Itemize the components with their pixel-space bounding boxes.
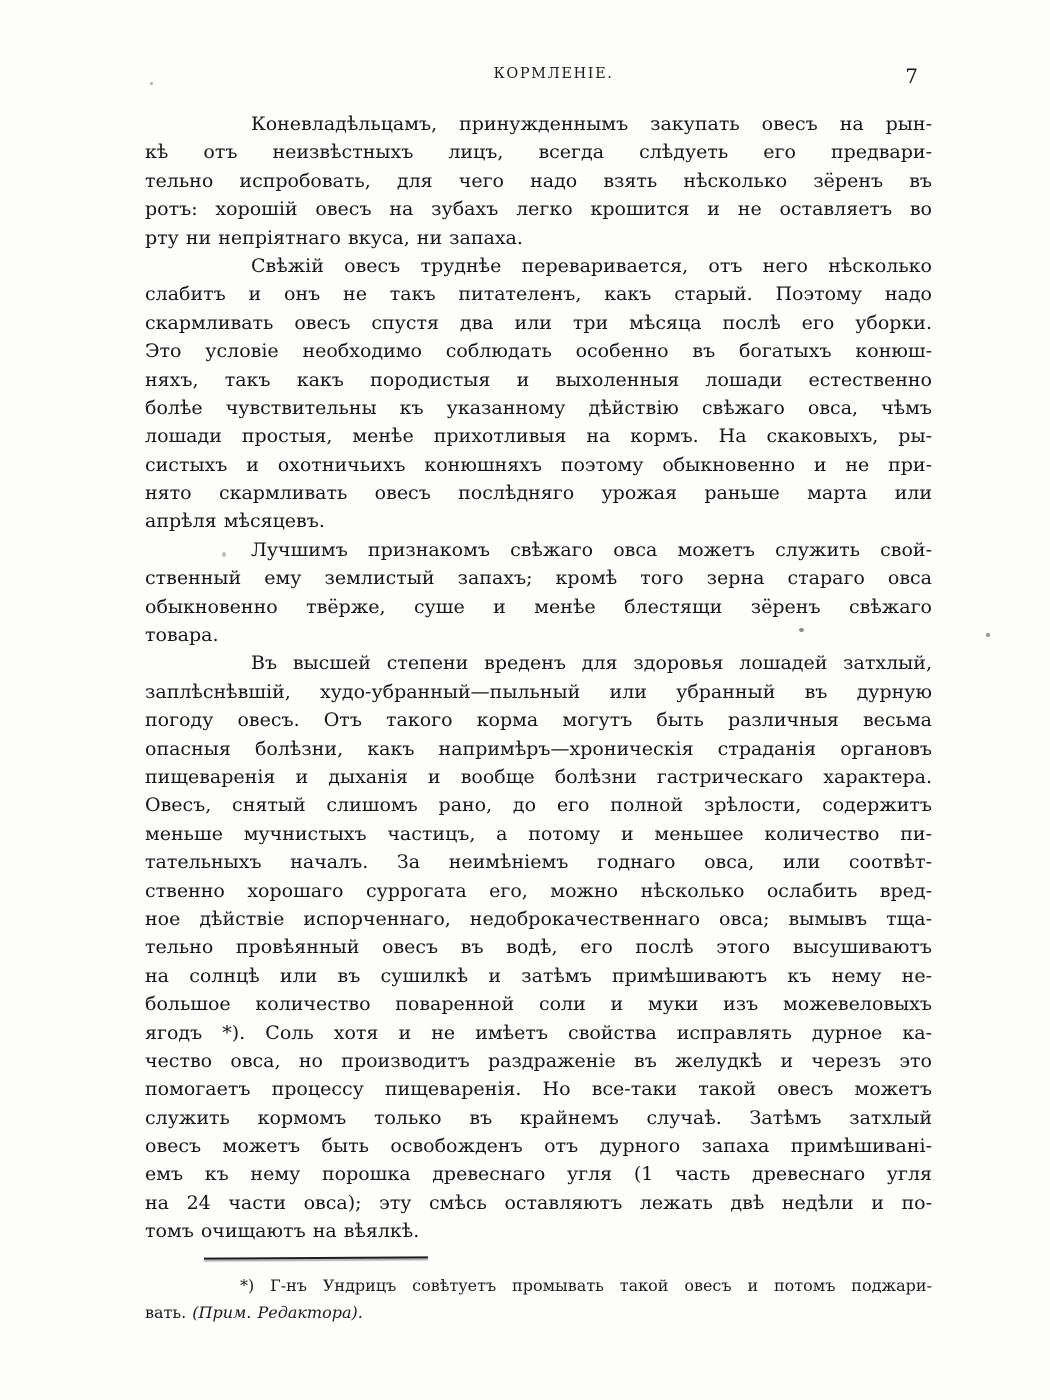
text-line: меньше мучнистыхъ частицъ, а потому и меньшее количество пи- [145,822,932,845]
footnote-line [145,1299,932,1326]
running-title: КОРМЛЕНІЕ. [493,66,614,82]
paragraph [145,252,932,536]
text-line: погоду овесъ. Отъ такого корма могутъ быть различныя весьма [145,709,932,732]
text-line: ротъ: хорошій овесъ на зубахъ легко крошится и не оставляетъ во [145,198,932,221]
text-line: Лучшимъ признакомъ свѣжаго овса можетъ служить свой- [251,538,932,561]
footnote [145,1272,932,1326]
text-line: помогаетъ процессу пищеваренія. Но все-таки такой овесъ можетъ [145,1078,932,1101]
text-line: скармливать овесъ спустя два или три мѣсяца послѣ его уборки. [145,311,932,334]
text-line: ягодъ *). Соль хотя и не имѣетъ свойства исправлять дурное ка- [145,1021,932,1044]
text-line: на солнцѣ или въ сушилкѣ и затѣмъ примѣшиваютъ къ нему не- [145,964,932,987]
text-line: ственно хорошаго суррогата его, можно нѣсколько ослабить вред- [145,879,932,902]
paragraph [145,649,932,1245]
page-number: 7 [905,64,918,88]
text-line: рту ни непріятнаго вкуса, ни запаха. [145,226,523,249]
text-line: опасныя болѣзни, какъ напримѣръ—хроническія страданія органовъ [145,737,932,760]
text-line: Овесъ, снятый слишомъ рано, до его полной зрѣлости, содержитъ [145,794,932,817]
text-line: кѣ отъ неизвѣстныхъ лицъ, всегда слѣдуеть его предвари- [145,141,932,164]
body-text [145,110,932,1246]
text-line: апрѣля мѣсяцевъ. [145,510,325,533]
text-line: болѣе чувствительны къ указанному дѣйствію свѣжаго овса, чѣмъ [145,396,932,419]
scan-speck [222,552,226,557]
paragraph [145,110,932,252]
text-line: Свѣжій овесъ труднѣе переваривается, отъ него нѣсколько [251,254,932,277]
text-line: товара. [145,624,219,647]
footnote-text: *) Г-нъ Ундрицъ совѣтуетъ промывать такой овесъ и потомъ поджари- [240,1276,932,1295]
text-line: пищеваренія и дыханія и вообще болѣзни гастрическаго характера. [145,765,932,788]
scan-speck [150,82,153,85]
text-line: служить кормомъ только въ крайнемъ случаѣ. Затѣмъ затхлый [145,1106,932,1129]
footnote-line [145,1272,932,1299]
text-line: обыкновенно твёрже, суше и менѣе блестящи зёренъ свѣжаго [145,595,932,618]
page-header [145,66,932,92]
paragraph [145,536,932,650]
text-line: слабитъ и онъ не такъ питателенъ, какъ старый. Поэтому надо [145,283,932,306]
text-line: тательныхъ началъ. За неимѣніемъ годнаго овса, или соотвѣт- [145,851,932,874]
text-line: ное дѣйствіе испорченнаго, недоброкачественнаго овса; вымывъ тща- [145,907,932,930]
scan-speck [986,633,990,637]
text-line: тельно провѣянный овесъ въ водѣ, его послѣ этого высушиваютъ [145,936,932,959]
text-line: ственный ему землистый запахъ; кромѣ того зерна стараго овса [145,567,932,590]
text-line: на 24 части овса); эту смѣсь оставляютъ лежать двѣ недѣли и по- [145,1191,932,1214]
footnote-text: вать. [145,1303,193,1322]
text-line: овесъ можетъ быть освобожденъ отъ дурного запаха примѣшивані- [145,1135,932,1158]
scan-speck [799,628,804,632]
footnote-separator-rule [204,1256,428,1259]
text-line: Это условіе необходимо соблюдать особенно въ богатыхъ конюш- [145,340,932,363]
text-line: лошади простыя, менѣе прихотливыя на кормъ. На скаковыхъ, ры- [145,425,932,448]
text-line: Коневладѣльцамъ, принужденнымъ закупать овесъ на рын- [251,113,932,135]
footnote-editor-note: (Прим. Редактора). [192,1303,363,1322]
text-line: большое количество поваренной соли и муки изъ можевеловыхъ [145,993,932,1016]
text-line: няхъ, такъ какъ породистыя и выхоленныя лошади естественно [145,368,932,391]
text-line: нято скармливать овесъ послѣдняго урожая раньше марта или [145,482,932,505]
text-line: заплѣснѣвшій, худо-убранный—пыльный или убранный въ дурную [145,680,932,703]
text-line: емъ къ нему порошка древеснаго угля (1 часть древеснаго угля [145,1163,932,1186]
text-line: систыхъ и охотничьихъ конюшняхъ поэтому обыкновенно и не при- [145,453,932,476]
text-line: тельно испробовать, для чего надо взять нѣсколько зёренъ въ [145,169,932,192]
text-line: чество овса, но производитъ раздраженіе въ желудкѣ и черезъ это [145,1049,932,1072]
text-line: томъ очищаютъ на вѣялкѣ. [145,1220,420,1243]
text-line: Въ высшей степени вреденъ для здоровья лошадей затхлый, [251,652,932,675]
